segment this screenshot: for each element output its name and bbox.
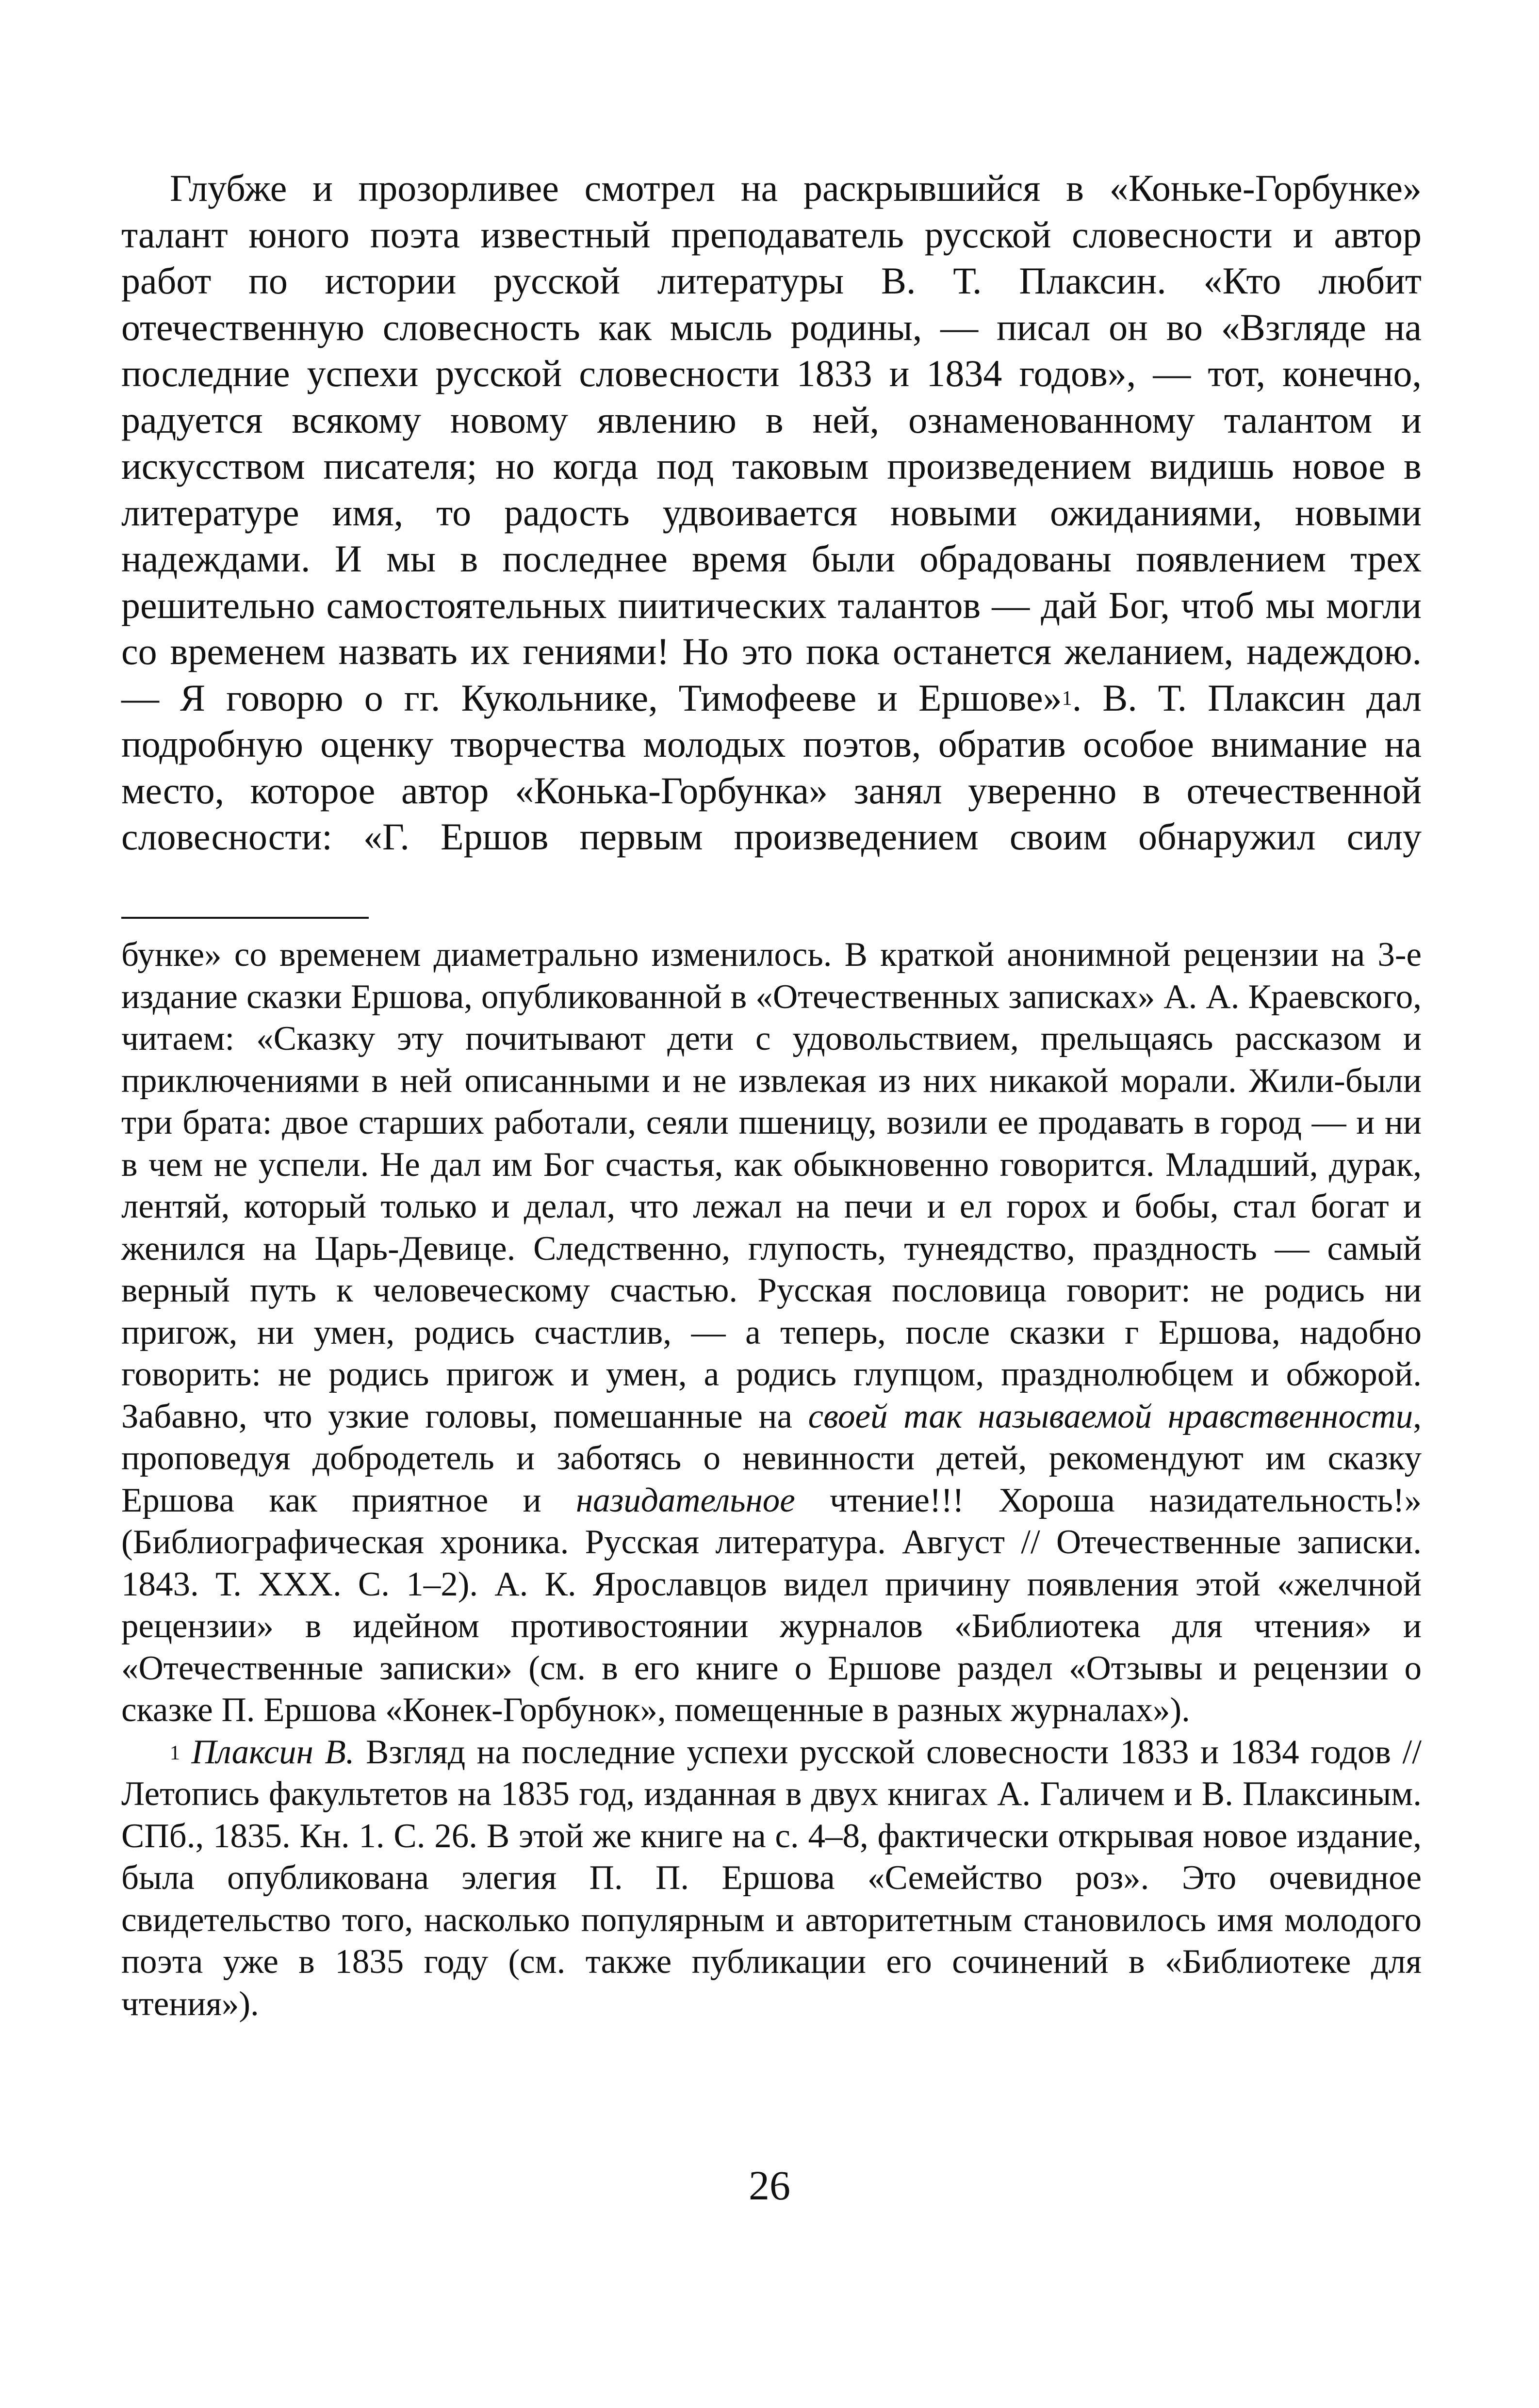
footnote-reference: 1 — [1062, 687, 1072, 710]
footnote-continued — [121, 934, 1422, 1731]
footnote-continued-part2: , проповедуя добродетель и заботясь о невинности детей, рекомендуют им сказку Ершова как приятное и — [121, 1397, 1422, 1519]
main-text-part1: Глубже и прозорливее смотрел на раскрывшийся в «Коньке-Горбунке» талант юного поэта известный преподаватель русской словесности и автор работ по истории русской литературы В. Т. Плаксин. «Кто любит отечественную словесность как мысль родины, — писал он во «Взгляде на последние успехи русской словесности 1833 и 1834 годов», — тот, конечно, радуется всякому новому явлению в ней, ознаменованному талантом и искусством писателя; но когда под таковым произведением видишь новое в литературе имя, то радость удвоивается новыми ожиданиями, новыми надеждами. И мы в последнее время были обрадованы появлением трех решительно самостоятельных пиитических талантов — дай Бог, чтоб мы могли со временем назвать их гениями! Но это пока останется желанием, надеждою. — Я говорю о гг. Кукольнике, Тимофееве и Ершове» — [121, 167, 1422, 719]
main-paragraph — [121, 165, 1422, 860]
footnotes — [121, 934, 1422, 2025]
footnote-separator — [121, 917, 369, 919]
main-text-part2: . В. Т. Плаксин дал подробную оценку творчества молодых поэтов, обратив особое внимание на место, которое автор «Конька-Горбунка» занял уверенно в отечественной словесности: «Г. Ершов первым произведением своим обнаружил силу — [121, 676, 1422, 858]
footnote-1 — [121, 1731, 1422, 2025]
page-number: 26 — [749, 2162, 790, 2209]
footnote-continued-part1: бунке» со временем диаметрально изменилось. В краткой анонимной рецензии на 3-е издание сказки Ершова, опубликованной в «Отечественных записках» А. А. Краевского, читаем: «Сказку эту почитывают дети с удовольствием, прельщаясь рассказом и приключениями в ней описанными и не извлекая из них никакой морали. Жили-были три брата: двое старших работали, сеяли пшеницу, возили ее продавать в город — и ни в чем не успели. Не дал им Бог счастья, как обыкновенно говорится. Младший, дурак, лентяй, который только и делал, что лежал на печи и ел горох и бобы, стал богат и женился на Царь-Девице. Следственно, глупость, тунеядство, праздность — самый верный путь к человеческому счастью. Русская пословица говорит: не родись ни пригож, ни умен, родись счастлив, — а теперь, после сказки г Ершова, надобно говорить: не родись пригож и умен, а родись глупцом, празднолюбцем и обжорой. Забавно, что узкие головы, помешанные на — [121, 936, 1422, 1435]
footnote-1-marker: 1 — [170, 1741, 180, 1764]
footnote-continued-part3: чтение!!! Хороша назидательность!» (Библиографическая хроника. Русская литература. Август // Отечественные записки. 1843. Т. XXX. С. 1–2). А. К. Ярославцов видел причину появления этой «желчной рецензии» в идейном противостоянии журналов «Библиотека для чтения» и «Отечественные записки» (см. в его книге о Ершове раздел «Отзывы и рецензии о сказке П. Ершова «Конек-Горбунок», помещенные в разных журналах»). — [121, 1481, 1422, 1729]
footnote-continued-italic1: своей так называемой нравственности — [808, 1397, 1413, 1435]
footnote-continued-italic2: назидательное — [575, 1481, 795, 1519]
main-text — [121, 165, 1422, 860]
footnote-1-author: Плаксин В. — [191, 1733, 355, 1771]
footnote-1-text: Взгляд на последние успехи русской словесности 1833 и 1834 годов // Летопись факультетов на 1835 год, изданная в двух книгах А. Галичем и В. Плаксиным. СПб., 1835. Кн. 1. С. 26. В этой же книге на с. 4–8, фактически открывая новое издание, была опубликована элегия П. П. Ершова «Семейство роз». Это очевидное свидетельство того, насколько популярным и авторитетным становилось имя молодого поэта уже в 1835 году (см. также публикации его сочинений в «Библиотеке для чтения»). — [121, 1733, 1422, 2023]
